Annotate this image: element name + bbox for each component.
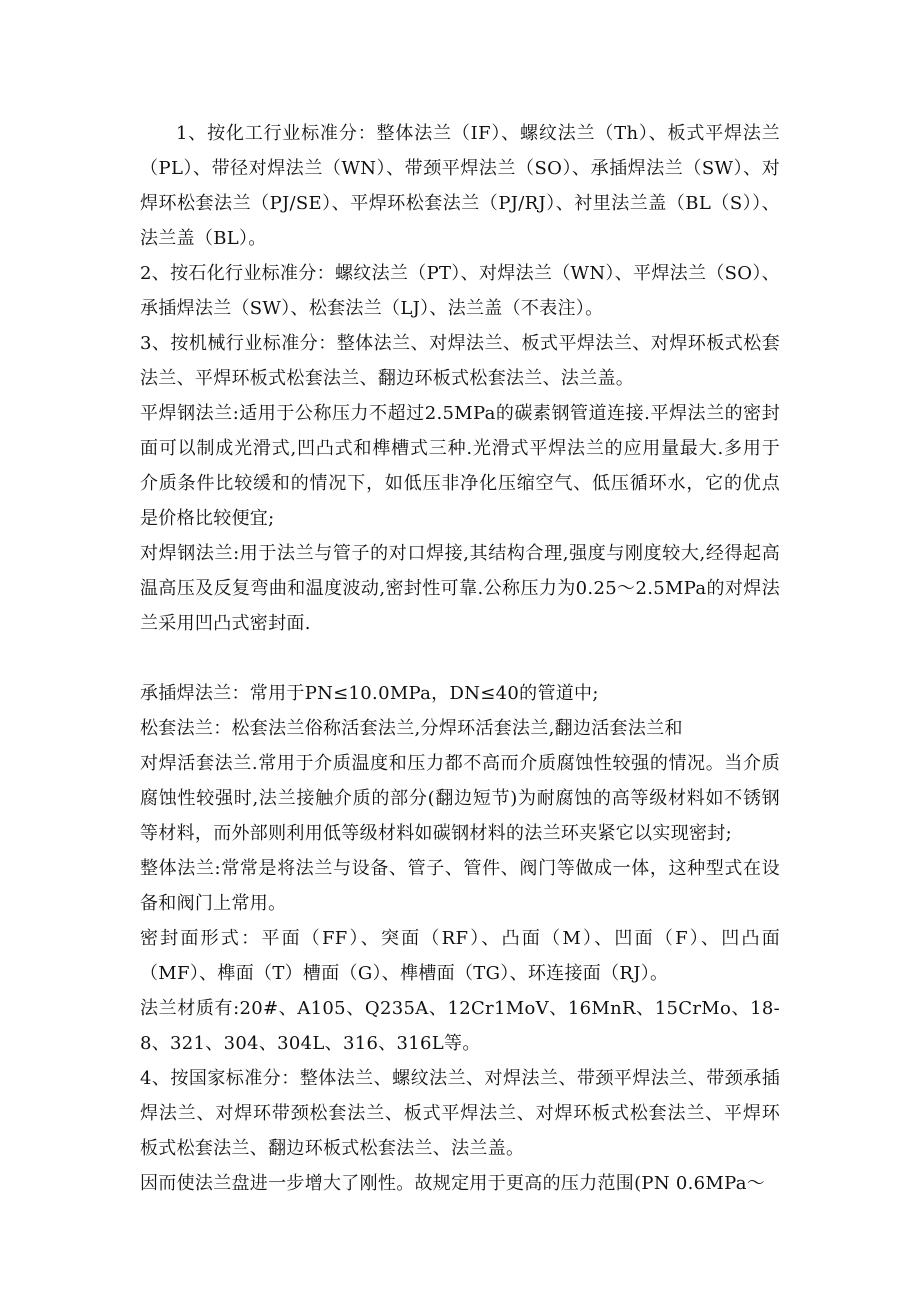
paragraph-chemical-standard: 1、按化工行业标准分：整体法兰（IF）、螺纹法兰（Th）、板式平焊法兰（PL）、带径对焊法兰（WN）、带颈平焊法兰（SO）、承插焊法兰（SW）、对焊环松套法兰（PJ/SE）、平焊环松套法兰（PJ/RJ）、衬里法兰盖（BL（S））、法兰盖（BL）。: [140, 123, 780, 249]
paragraph-loose-flange: 松套法兰：松套法兰俗称活套法兰,分焊环活套法兰,翻边活套法兰和: [140, 718, 683, 739]
paragraph-sealing-faces: 密封面形式：平面（FF）、突面（RF）、凸面（M）、凹面（F）、凹凸面（MF）、榫面（T）槽面（G）、榫槽面（TG）、环连接面（RJ）。: [140, 928, 780, 984]
paragraph-lap-joint-flange: 对焊活套法兰.常用于介质温度和压力都不高而介质腐蚀性较强的情况。当介质腐蚀性较强时,法兰接触介质的部分(翻边短节)为耐腐蚀的高等级材料如不锈钢等材料，而外部则利用低等级材料如碳钢材料的法兰环夹紧它以实现密封;: [140, 753, 780, 844]
paragraph-slip-on-flange: 平焊钢法兰:适用于公称压力不超过2.5MPa的碳素钢管道连接.平焊法兰的密封面可以制成光滑式,凹凸式和榫槽式三种.光滑式平焊法兰的应用量最大.多用于介质条件比较缓和的情况下，如低压非净化压缩空气、低压循环水，它的优点是价格比较便宜;: [140, 403, 780, 529]
paragraph-integral-flange: 整体法兰:常常是将法兰与设备、管子、管件、阀门等做成一体，这种型式在设备和阀门上常用。: [140, 858, 780, 914]
paragraph-rigidity: 因而使法兰盘进一步增大了刚性。故规定用于更高的压力范围(PN 0.6MPa～: [140, 1173, 766, 1194]
paragraph-petrochemical-standard: 2、按石化行业标准分：螺纹法兰（PT）、对焊法兰（WN）、平焊法兰（SO）、承插焊法兰（SW）、松套法兰（LJ）、法兰盖（不表注）。: [140, 263, 780, 319]
paragraph-national-standard: 4、按国家标准分：整体法兰、螺纹法兰、对焊法兰、带颈平焊法兰、带颈承插焊法兰、对焊环带颈松套法兰、板式平焊法兰、对焊环板式松套法兰、平焊环板式松套法兰、翻边环板式松套法兰、法兰盖。: [140, 1068, 780, 1159]
paragraph-weld-neck-flange: 对焊钢法兰:用于法兰与管子的对口焊接,其结构合理,强度与刚度较大,经得起高温高压及反复弯曲和温度波动,密封性可靠.公称压力为0.25～2.5MPa的对焊法兰采用凹凸式密封面.: [140, 543, 780, 634]
paragraph-machinery-standard: 3、按机械行业标准分：整体法兰、对焊法兰、板式平焊法兰、对焊环板式松套法兰、平焊环板式松套法兰、翻边环板式松套法兰、法兰盖。: [140, 333, 780, 389]
paragraph-flange-materials: 法兰材质有:20#、A105、Q235A、12Cr1MoV、16MnR、15CrMo、18-8、321、304、304L、316、316L等。: [140, 998, 780, 1054]
paragraph-socket-weld-flange: 承插焊法兰：常用于PN≤10.0MPa，DN≤40的管道中;: [140, 683, 599, 704]
